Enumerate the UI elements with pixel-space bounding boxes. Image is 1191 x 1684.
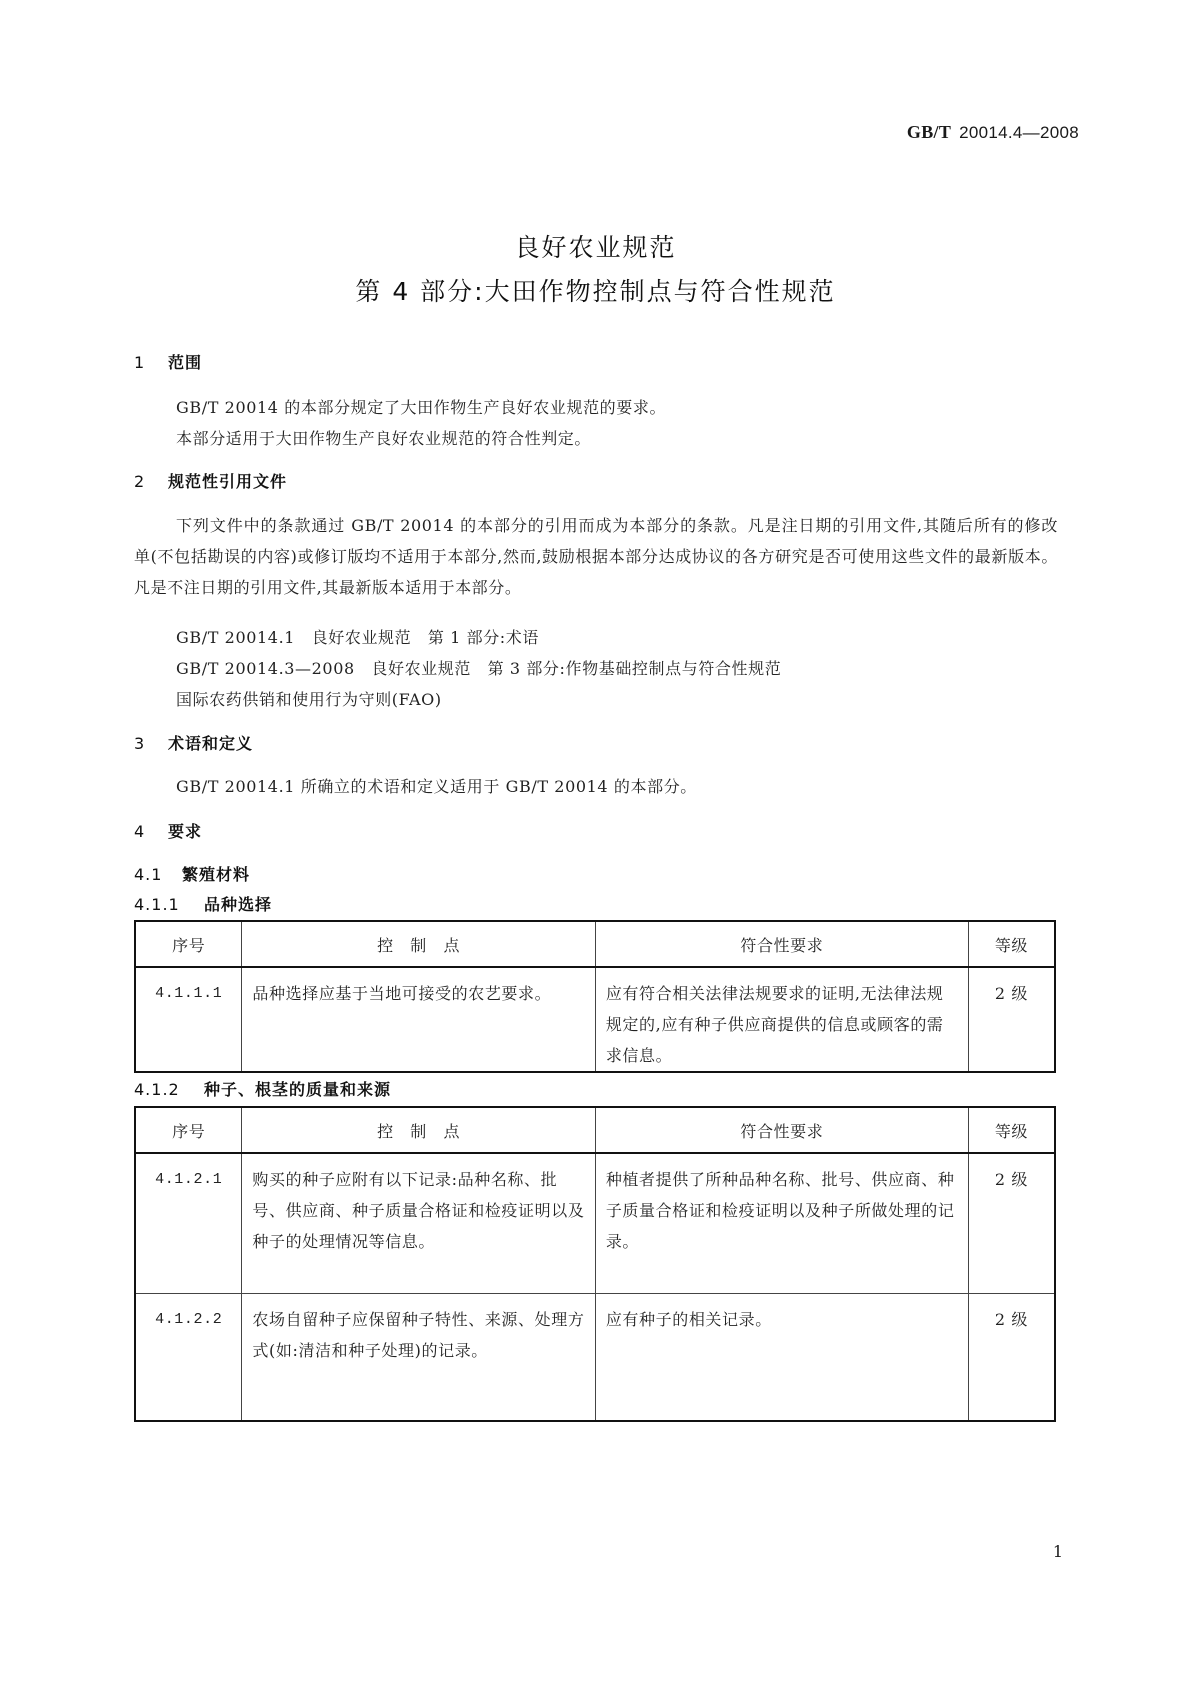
reference-1: GB/T 20014.1 良好农业规范 第 1 部分:术语 — [176, 628, 539, 647]
table-row — [135, 1153, 1055, 1293]
section-4-1-heading: 4.1 繁殖材料 — [134, 865, 251, 884]
row-requirement: 应有符合相关法律法规要求的证明,无法律法规规定的,应有种子供应商提供的信息或顾客的需求信息。 — [595, 967, 968, 1072]
row-requirement: 种植者提供了所种品种名称、批号、供应商、种子质量合格证和检疫证明以及种子所做处理的记录。 — [595, 1153, 968, 1293]
header-control-point: 控 制 点 — [242, 1107, 595, 1153]
header-no: 序号 — [135, 1107, 242, 1153]
table-header-row — [135, 1107, 1055, 1153]
section-2-intro: 下列文件中的条款通过 GB/T 20014 的本部分的引用而成为本部分的条款。凡是注日期的引用文件,其随后所有的修改单(不包括勘误的内容)或修订版均不适用于本部分,然而,鼓励根据本部分达成协议的各方研究是否可使用这些文件的最新版本。凡是不注日期的引用文件,其最新版本适用于本部分。 — [134, 516, 1058, 597]
row-control-point: 购买的种子应附有以下记录:品种名称、批号、供应商、种子质量合格证和检疫证明以及种子的处理情况等信息。 — [242, 1153, 595, 1293]
standard-code — [907, 122, 1079, 143]
table-header-row — [135, 921, 1055, 967]
standard-prefix: GB/T — [906, 122, 952, 142]
section-4-heading: 4 要求 — [134, 822, 203, 841]
section-3-heading: 3 术语和定义 — [134, 734, 254, 753]
document-title: 良好农业规范 — [514, 233, 677, 262]
table-row — [135, 967, 1055, 1072]
section-1-paragraph-1: GB/T 20014 的本部分规定了大田作物生产良好农业规范的要求。 — [176, 398, 667, 417]
row-requirement: 应有种子的相关记录。 — [595, 1293, 968, 1421]
header-level: 等级 — [968, 921, 1055, 967]
document-subtitle: 第 4 部分:大田作物控制点与符合性规范 — [355, 277, 836, 306]
row-control-point: 农场自留种子应保留种子特性、来源、处理方式(如:清洁和种子处理)的记录。 — [242, 1293, 595, 1421]
section-1-paragraph-2: 本部分适用于大田作物生产良好农业规范的符合性判定。 — [176, 429, 592, 448]
table-row — [135, 1293, 1055, 1421]
section-4-1-1-heading: 4.1.1 品种选择 — [134, 895, 273, 914]
section-1-heading: 1 范围 — [134, 353, 203, 372]
section-3-paragraph: GB/T 20014.1 所确立的术语和定义适用于 GB/T 20014 的本部分。 — [176, 777, 697, 796]
header-requirement: 符合性要求 — [595, 1107, 968, 1153]
row-level: 2 级 — [968, 1293, 1055, 1421]
page-number: 1 — [1052, 1542, 1063, 1561]
table-4-1-1 — [134, 920, 1056, 1073]
row-control-point: 品种选择应基于当地可接受的农艺要求。 — [242, 967, 595, 1072]
row-level: 2 级 — [968, 1153, 1055, 1293]
row-no: 4.1.2.2 — [135, 1293, 242, 1421]
header-level: 等级 — [968, 1107, 1055, 1153]
section-2-heading: 2 规范性引用文件 — [134, 472, 288, 491]
section-4-1-2-heading: 4.1.2 种子、根茎的质量和来源 — [134, 1080, 392, 1099]
row-no: 4.1.1.1 — [135, 967, 242, 1072]
row-no: 4.1.2.1 — [135, 1153, 242, 1293]
standard-number: 20014.4—2008 — [959, 123, 1079, 142]
header-no: 序号 — [135, 921, 242, 967]
header-control-point: 控 制 点 — [242, 921, 595, 967]
header-requirement: 符合性要求 — [595, 921, 968, 967]
row-level: 2 级 — [968, 967, 1055, 1072]
reference-3: 国际农药供销和使用行为守则(FAO) — [176, 690, 442, 709]
table-4-1-2 — [134, 1106, 1056, 1422]
reference-2: GB/T 20014.3—2008 良好农业规范 第 3 部分:作物基础控制点与符合性规范 — [176, 659, 782, 678]
